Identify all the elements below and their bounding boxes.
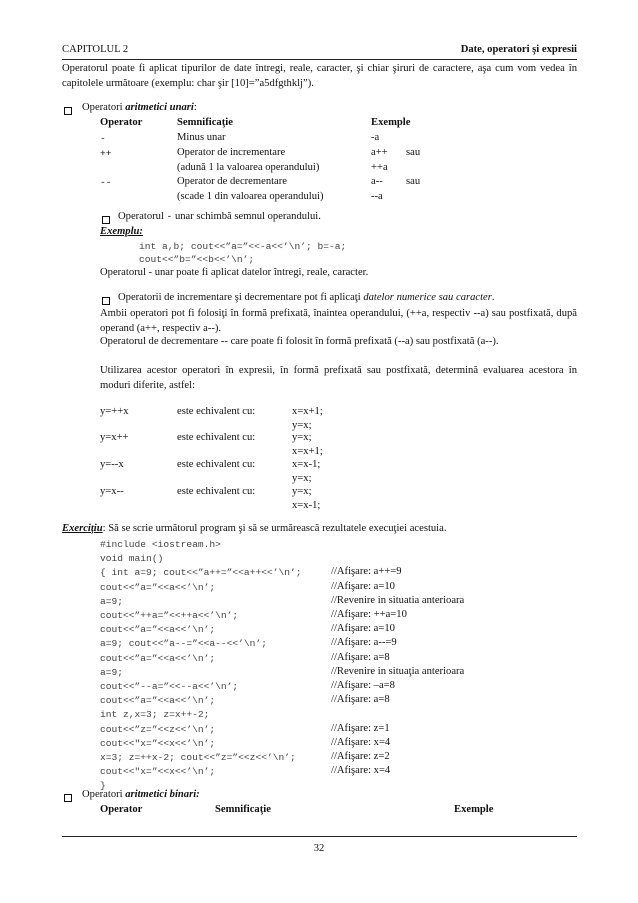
exercise-statement <box>62 523 446 534</box>
minus-note-suffix: unar schimbă semnul operandului. <box>172 211 321 222</box>
unary-title-colon: : <box>193 102 197 113</box>
unary-op-minus: - <box>100 133 106 144</box>
incdec-note <box>118 292 495 303</box>
equiv-expr-3: y=--x <box>100 459 124 470</box>
unary-extra-decrement: sau <box>406 176 421 187</box>
example-code-line-2: cout<<”b=”<<b<<’\n’; <box>139 254 255 265</box>
equiv-line-2a: y=x; <box>292 432 312 443</box>
program-comment: //Revenire in situatia anterioara <box>331 595 465 606</box>
program-comment: //Afişare: z=1 <box>331 723 390 734</box>
unary-example-predecrement: --a <box>371 191 383 202</box>
checkbox-bullet-icon <box>64 794 72 802</box>
unary-header-examples: Exemple <box>371 117 411 128</box>
example-code-line-1: int a,b; cout<<”a=”<<-a<<’\n’; b=-a; <box>139 241 347 252</box>
binary-title-plain: Operatori <box>82 789 126 800</box>
equiv-expr-1: y=++x <box>100 406 129 417</box>
equiv-line-3a: x=x-1; <box>292 459 321 470</box>
unary-example-minus: -a <box>371 132 380 143</box>
unary-section-title <box>82 102 197 113</box>
minus-note <box>118 211 321 222</box>
program-code-line: #include <iostream.h> <box>100 539 221 550</box>
binary-header-operator: Operator <box>100 804 143 815</box>
unary-meaning-increment: Operator de incrementare <box>177 147 286 158</box>
incdec-note-end: . <box>491 292 495 303</box>
binary-title-italic: aritmetici binari: <box>125 789 200 800</box>
equiv-label-1: este echivalent cu: <box>177 406 256 417</box>
equiv-label-3: este echivalent cu: <box>177 459 256 470</box>
binary-header-examples: Exemple <box>454 804 494 815</box>
program-comment: //Afişare: a--=9 <box>331 637 397 648</box>
example-label: Exemplu: <box>100 226 143 237</box>
equiv-line-2b: x=x+1; <box>292 446 323 457</box>
program-comment: //Afişare: a=8 <box>331 652 390 663</box>
footer-rule <box>62 836 577 837</box>
checkbox-bullet-icon <box>102 216 110 224</box>
checkbox-bullet-icon <box>102 297 110 305</box>
program-code-line: cout<<"x=”<<x<<’\n’; <box>100 738 216 749</box>
unary-example-decrement: a-- <box>371 176 383 187</box>
usage-paragraph: Utilizarea acestor operatori în expresii, în formă prefixată sau postfixată, determină evaluarea acestora în moduri diferite, astfel: <box>100 365 577 391</box>
unary-header-meaning: Semnificaţie <box>177 117 233 128</box>
unary-meaning-increment-note: (adună 1 la valoarea operandului) <box>177 162 320 173</box>
page-number: 32 <box>313 843 325 854</box>
equiv-expr-2: y=x++ <box>100 432 129 443</box>
incdec-note-italic: datelor numerice sau caracter <box>363 292 492 303</box>
program-code-line: { int a=9; cout<<”a++=”<<a++<<’\n’; <box>100 567 302 578</box>
program-code-line: int z,x=3; z=x++-2; <box>100 709 210 720</box>
unary-op-decrement: -- <box>100 177 112 188</box>
exercise-text: : Să se scrie următorul program şi să se urmărească rezultatele execuţiei acestuia. <box>102 523 447 534</box>
minus-note-op: - <box>166 211 173 222</box>
equiv-line-3b: y=x; <box>292 473 312 484</box>
program-comment: //Afişare: a=10 <box>331 623 395 634</box>
intro-paragraph: Operatorul poate fi aplicat tipurilor de date întregi, reale, caracter, şi chiar şiruri de caractere, aşa cum vom vedea în capitolele următoare (exemplu: char şir [10]=”a5dfgthklj”). <box>62 63 577 89</box>
unary-meaning-minus: Minus unar <box>177 132 226 143</box>
program-comment: //Afişare: a=10 <box>331 581 395 592</box>
program-comment: //Afişare: z=2 <box>331 751 390 762</box>
program-comment: //Afişare: x=4 <box>331 765 391 776</box>
program-code-line: cout<<”++a=”<<++a<<’\n’; <box>100 610 239 621</box>
exercise-label: Exerciţiu <box>62 523 103 534</box>
equiv-line-4b: x=x-1; <box>292 500 321 511</box>
program-code-line: void main() <box>100 553 164 564</box>
program-code-line: cout<<”a=”<<a<<’\n’; <box>100 624 216 635</box>
binary-header-meaning: Semnificaţie <box>215 804 271 815</box>
program-comment: //Afişare: –a=8 <box>331 680 395 691</box>
program-comment: //Afişare: ++a=10 <box>331 609 407 620</box>
equiv-line-4a: y=x; <box>292 486 312 497</box>
program-code-line: cout<<”z=”<<z<<’\n’; <box>100 724 216 735</box>
program-comment: //Afişare: a=8 <box>331 694 390 705</box>
chapter-label: CAPITOLUL 2 <box>62 44 129 55</box>
program-code-line: cout<<”a=”<<a<<’\n’; <box>100 582 216 593</box>
equiv-line-1b: y=x; <box>292 420 312 431</box>
program-code-line: cout<<”a=”<<a<<’\n’; <box>100 653 216 664</box>
incdec-note-text: Operatorii de incrementare şi decrementare pot fi aplicaţi <box>118 292 364 303</box>
chapter-title: Date, operatori şi expresii <box>460 44 577 55</box>
equiv-expr-4: y=x-- <box>100 486 124 497</box>
program-code-line: a=9; <box>100 667 124 678</box>
equiv-line-1a: x=x+1; <box>292 406 323 417</box>
program-code-line: a=9; <box>100 596 124 607</box>
program-code-line: x=3; z=++x-2; cout<<”z=”<<z<<’\n’; <box>100 752 296 763</box>
program-code-line: a=9; cout<<”a--=”<<a--<<’\n’; <box>100 638 267 649</box>
minus-types-note: Operatorul - unar poate fi aplicat datelor întregi, reale, caracter. <box>100 267 369 278</box>
decrement-paragraph: Operatorul de decrementare -- care poate fi folosit în formă prefixată (--a) sau postfixată (a--). <box>100 336 499 347</box>
program-comment: //Afişare: x=4 <box>331 737 391 748</box>
header-rule <box>62 59 577 60</box>
unary-example-increment: a++ <box>371 147 388 158</box>
equiv-label-2: este echivalent cu: <box>177 432 256 443</box>
unary-op-increment: ++ <box>100 148 112 159</box>
binary-section-title <box>82 789 200 800</box>
minus-note-prefix: Operatorul <box>118 211 167 222</box>
program-code-line: cout<<”--a=”<<--a<<’\n’; <box>100 681 239 692</box>
unary-title-italic: aritmetici unari <box>125 102 194 113</box>
unary-example-preincrement: ++a <box>371 162 388 173</box>
unary-meaning-decrement-note: (scade 1 din valoarea operandului) <box>177 191 324 202</box>
program-code-line: cout<<"x=”<<x<<’\n’; <box>100 766 216 777</box>
unary-title-plain: Operatori <box>82 102 126 113</box>
program-code-line: } <box>100 780 106 791</box>
unary-header-operator: Operator <box>100 117 143 128</box>
equiv-label-4: este echivalent cu: <box>177 486 256 497</box>
unary-meaning-decrement: Operator de decrementare <box>177 176 287 187</box>
program-comment: //Afişare: a++=9 <box>331 566 402 577</box>
incdec-paragraph: Ambii operatori pot fi folosiţi în formă prefixată, înaintea operandului, (++a, respectiv --a) sau postfixată, după operand (a++, respectiv a--). <box>100 308 577 334</box>
program-comment: //Revenire in situaţia anterioara <box>331 666 465 677</box>
program-code-line: cout<<”a=”<<a<<’\n’; <box>100 695 216 706</box>
checkbox-bullet-icon <box>64 107 72 115</box>
unary-extra-increment: sau <box>406 147 421 158</box>
